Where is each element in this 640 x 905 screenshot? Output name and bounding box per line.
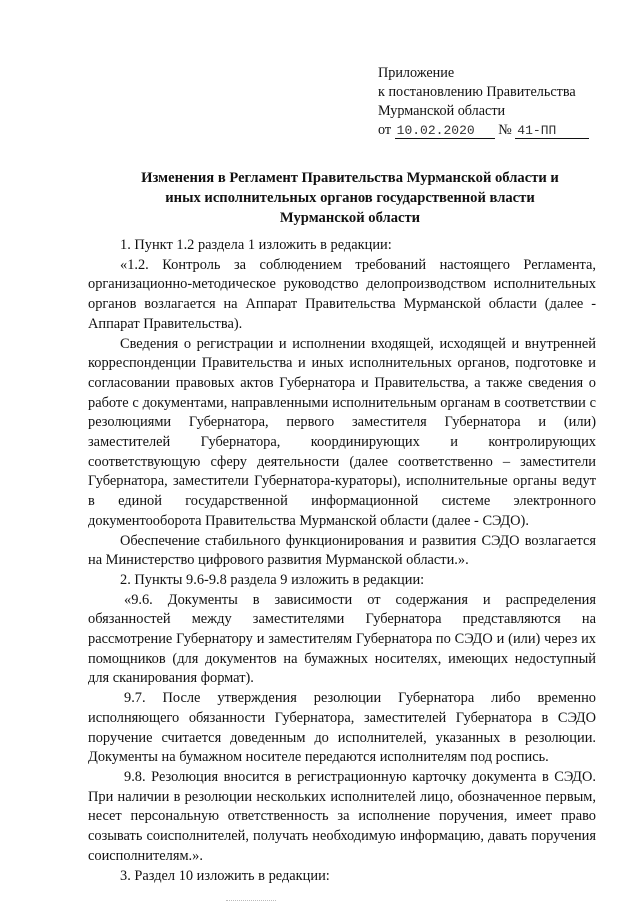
paragraph-clause-9-6: «9.6. Документы в зависимости от содержания и распределения обязанностей между заместителями Губернатора представляются на рассмотрение Губернатору и заместителям Губернатора по СЭДО и (или) через их помощников (для документов на бумажных носителях, имеющих недоступный для сканирования формат). — [88, 591, 596, 687]
paragraph-sedo-info: Сведения о регистрации и исполнении входящей, исходящей и внутренней корреспонденции Правительства и иных исполнительных органов, подготовке и согласовании правовых актов Губернатора и Правительства, а также сведения о работе с документами, направленными исполнительным органам в соответствии с резолюциями Губернатора, первого заместителя Губернатора и (или) заместителей Губернатора, координирующих и контролирующих соответствующую сферу деятельности (далее соответственно – заместители Губернатора, заместители Губернатора-кураторы), исполнительные органы ведут в единой государственной информационной системе электронного документооборота Правительства Мурманской области (далее - СЭДО). — [88, 335, 596, 529]
appendix-date-line — [378, 121, 628, 140]
document-title — [90, 168, 610, 228]
date-prefix: от — [378, 122, 392, 138]
document-body — [88, 236, 596, 886]
paragraph-clause-1-2: «1.2. Контроль за соблюдением требований настоящего Регламента, организационно-методическое руководство делопроизводством исполнительных органов возлагается на Аппарат Правительства Мурманской области (далее - Аппарат Правительства). — [88, 256, 596, 332]
appendix-label: Приложение — [378, 65, 455, 81]
paragraph-item-3: 3. Раздел 10 изложить в редакции: — [120, 867, 330, 884]
appendix-header — [378, 64, 628, 140]
scan-artifact — [226, 900, 276, 904]
paragraph-clause-9-7: 9.7. После утверждения резолюции Губернатора либо временно исполняющего обязанности Губернатора, заместителей Губернатора в СЭДО поручение считается доведенным до исполнителей, указанных в резолюции. Документы на бумажном носителе передаются исполнителям под роспись. — [88, 690, 596, 766]
title-line-2: иных исполнительных органов государственной власти — [165, 190, 535, 206]
paragraph-sedo-support: Обеспечение стабильного функционирования и развития СЭДО возлагается на Министерство цифрового развития Мурманской области.». — [88, 532, 596, 569]
title-line-3: Мурманской области — [279, 210, 421, 226]
paragraph-item-1: 1. Пункт 1.2 раздела 1 изложить в редакции: — [120, 237, 392, 253]
paragraph-item-2: 2. Пункты 9.6-9.8 раздела 9 изложить в редакции: — [120, 571, 425, 588]
paragraph-clause-9-8: 9.8. Резолюция вносится в регистрационную карточку документа в СЭДО. При наличии в резолюции нескольких исполнителей лицо, обозначенное первым, несет персональную ответственность за исполнение поручения, имеет право созывать соисполнителей, получать необходимую информацию, давать поручения соисполнителям.». — [88, 768, 596, 864]
appendix-region-line: Мурманской области — [378, 103, 506, 119]
number-value: 41-ПП — [517, 123, 557, 138]
date-field — [395, 123, 495, 139]
appendix-decree-line: к постановлению Правительства — [378, 84, 576, 100]
title-line-1: Изменения в Регламент Правительства Мурманской области и — [141, 170, 559, 186]
date-value: 10.02.2020 — [396, 123, 475, 138]
number-field — [515, 123, 589, 139]
number-prefix: № — [498, 122, 512, 138]
